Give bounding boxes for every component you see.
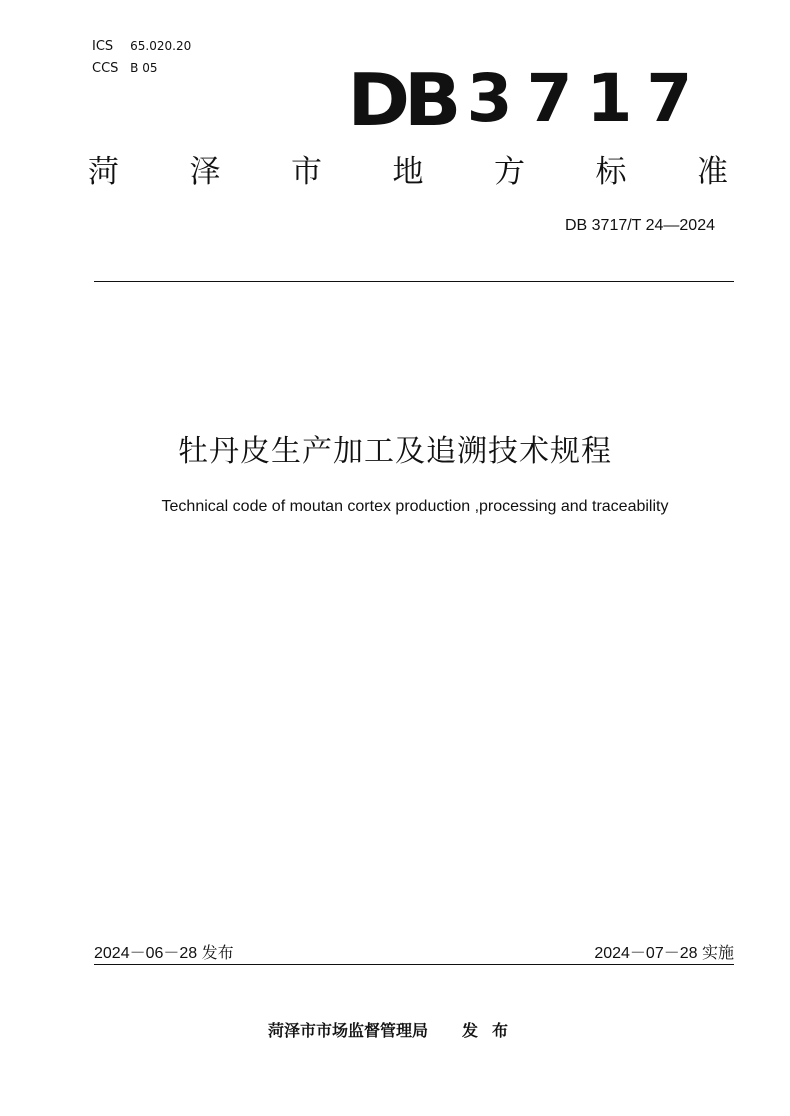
standard-type-char: 地: [392, 154, 424, 190]
standard-type-char: 菏: [88, 154, 119, 190]
standard-type-title: [88, 152, 728, 192]
publisher-line: [268, 1021, 522, 1041]
publisher-verb: 发布: [462, 1021, 523, 1040]
implement-date-value: 2024－07－28: [594, 945, 698, 962]
document-title-english: Technical code of moutan cortex production ,processing and traceability: [161, 498, 669, 515]
ccs-label: CCS: [92, 61, 119, 76]
standard-type-char: 泽: [189, 154, 221, 190]
standard-type-char: 标: [595, 154, 627, 190]
implement-date: [594, 943, 734, 964]
publish-date: [94, 943, 234, 964]
standard-type-char: 方: [494, 154, 525, 190]
publish-date-value: 2024－06－28: [94, 945, 198, 962]
standard-type-char: 市: [291, 154, 322, 190]
standard-type-char: 准: [697, 154, 728, 190]
db-region-number: 3717: [466, 60, 707, 137]
db-logo: DB: [347, 58, 456, 142]
db-standard-mark: [347, 58, 707, 142]
ccs-value: B 05: [130, 61, 158, 75]
ics-label: ICS: [92, 39, 114, 54]
ccs-code: [92, 60, 157, 77]
document-title-chinese: 牡丹皮生产加工及追溯技术规程: [178, 434, 612, 469]
standard-number: DB 3717/T 24—2024: [564, 217, 715, 234]
implement-date-label: 实施: [701, 943, 734, 962]
footer-divider: [94, 964, 734, 965]
publish-date-label: 发布: [201, 943, 234, 962]
publisher-name: 菏泽市市场监督管理局: [268, 1021, 429, 1040]
header-divider: [94, 281, 734, 282]
ics-code: [92, 38, 191, 55]
ics-value: 65.020.20: [130, 39, 192, 53]
